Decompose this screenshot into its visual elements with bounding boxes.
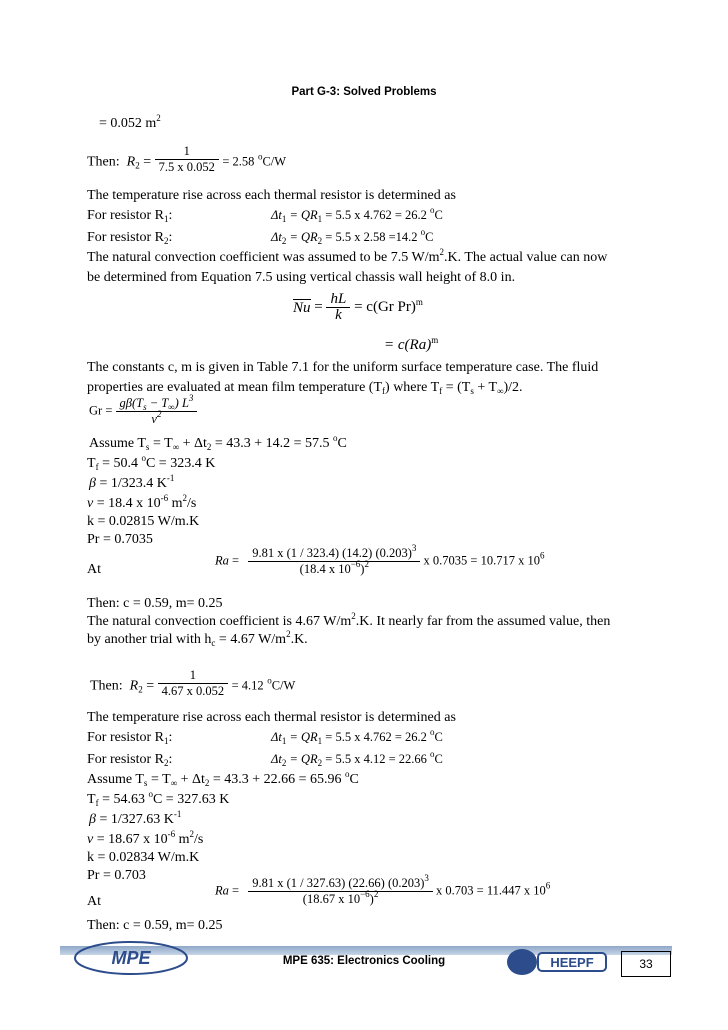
then-c-2: Then: c = 0.59, m= 0.25 — [87, 918, 223, 933]
heepf-logo — [504, 942, 610, 980]
nusselt-ra-equation: = $c(Ra)^m$ — [384, 335, 439, 353]
resistor2-line-a: For resistor $R_2$: — [87, 230, 173, 246]
resistor2-line-b: For resistor $R_2$: — [87, 752, 173, 768]
r2-first-equation: Then: $R_2$ = $\frac{1}{7.5 x 0.052}$ = 2.58 $^o$C/W — [87, 144, 287, 174]
grashof-equation: Gr = $\frac{g\beta(T_s - T_\infty) L^3}{\nu^2}$ — [89, 396, 197, 427]
temp-rise-text: The temperature rise across each thermal resistor is determined as — [87, 188, 456, 203]
footer-course: MPE 635: Electronics Cooling — [282, 955, 446, 967]
constants-text-1: The constants c, m is given in Table 7.1 for the uniform surface temperature case. The fluid — [87, 360, 599, 375]
by-another-trial: by another trial with $h_c = 4.67$ $W/m^2.K$. — [87, 629, 308, 648]
nat-conv-text-1: The natural convection coefficient was assumed to be 7.5 $W/m^2.K$. The actual value can now — [87, 247, 608, 265]
dt2-equation-b: $\Delta t_2 = QR_2 = 5.5$ x 4.12 = 22.66 $^o$C — [271, 749, 443, 768]
tf-1: $T_f = 50.4$ $^o$C = 323.4 K — [87, 453, 216, 472]
nat-conv-467: The natural convection coefficient is 4.67 $W/m^2.K$. It nearly far from the assumed value, then — [87, 611, 611, 629]
rayleigh-equation-1: Ra = $\frac{9.81 x (1 / 323.4) (14.2) (0.203)^3}{(18.4 x 10^{-6})^2}$ x 0.7035 = 10.717 x $10^6$ — [215, 543, 545, 576]
area-line: = 0.052 $m^2$ — [99, 113, 161, 131]
resistor1-line-a: For resistor $R_1$: — [87, 208, 173, 224]
nusselt-equation: Nu = $\frac{hL}{k}$ = c(Gr Pr)$^m$ — [293, 291, 423, 323]
page-number: 33 — [621, 951, 671, 977]
assume-ts-2: Assume $T_s = T_\infty + \Delta t_2 = 43.3 + 22.66 = 65.96$ $^o$C — [87, 769, 359, 788]
tf-2: $T_f = 54.63$ $^o$C = 327.63 K — [87, 789, 230, 808]
svg-text:MPE: MPE — [111, 948, 151, 968]
then-c-1: Then: c = 0.59, m= 0.25 — [87, 596, 223, 611]
at-1: At — [87, 562, 101, 577]
k-1: k = 0.02815 W/m.K — [87, 514, 200, 529]
temp-rise-text-2: The temperature rise across each thermal resistor is determined as — [87, 710, 456, 725]
dt1-equation-b: $\Delta t_1 = QR_1 = 5.5$ x 4.762 = 26.2 $^o$C — [271, 727, 443, 746]
beta-2: β = 1/327.63 $K^{-1}$ — [89, 809, 182, 827]
pr-1: Pr = 0.7035 — [87, 532, 153, 547]
nu-2: ν = 18.67 x $10^{-6}$ $m^2/s$ — [87, 829, 204, 847]
page-header: Part G-3: Solved Problems — [291, 86, 437, 98]
constants-text-2: properties are evaluated at mean film temperature $(T_f)$ where $T_f = (T_s + T_\infty)/2$. — [87, 380, 523, 396]
pr-2: Pr = 0.703 — [87, 868, 146, 883]
svg-text:HEEPF: HEEPF — [550, 955, 594, 970]
beta-1: β = 1/323.4 $K^{-1}$ — [89, 473, 175, 491]
k-2: k = 0.02834 W/m.K — [87, 850, 200, 865]
resistor1-line-b: For resistor $R_1$: — [87, 730, 173, 746]
nat-conv-text-2: be determined from Equation 7.5 using vertical chassis wall height of 8.0 in. — [87, 270, 516, 285]
assume-ts-1: Assume $T_s = T_\infty + \Delta t_2 = 43.3 + 14.2 = 57.5$ $^o$C — [89, 433, 347, 452]
at-2: At — [87, 894, 101, 909]
dt1-equation-a: $\Delta t_1 = QR_1 = 5.5$ x 4.762 = 26.2 $^o$C — [271, 205, 443, 224]
dt2-equation-a: $\Delta t_2 = QR_2 = 5.5$ x 2.58 =14.2 $^o$C — [271, 227, 434, 246]
nu-1: ν = 18.4 x $10^{-6}$ $m^2/s$ — [87, 493, 197, 511]
r2-second-equation: Then: $R_2$ = $\frac{1}{4.67 x 0.052}$ = 4.12 $^o$C/W — [90, 668, 296, 698]
rayleigh-equation-2: Ra = $\frac{9.81 x (1 / 327.63) (22.66) (0.203)^3}{(18.67 x 10^{-6})^2}$ x 0.703 = 11.447 x $10^6$ — [215, 873, 551, 906]
